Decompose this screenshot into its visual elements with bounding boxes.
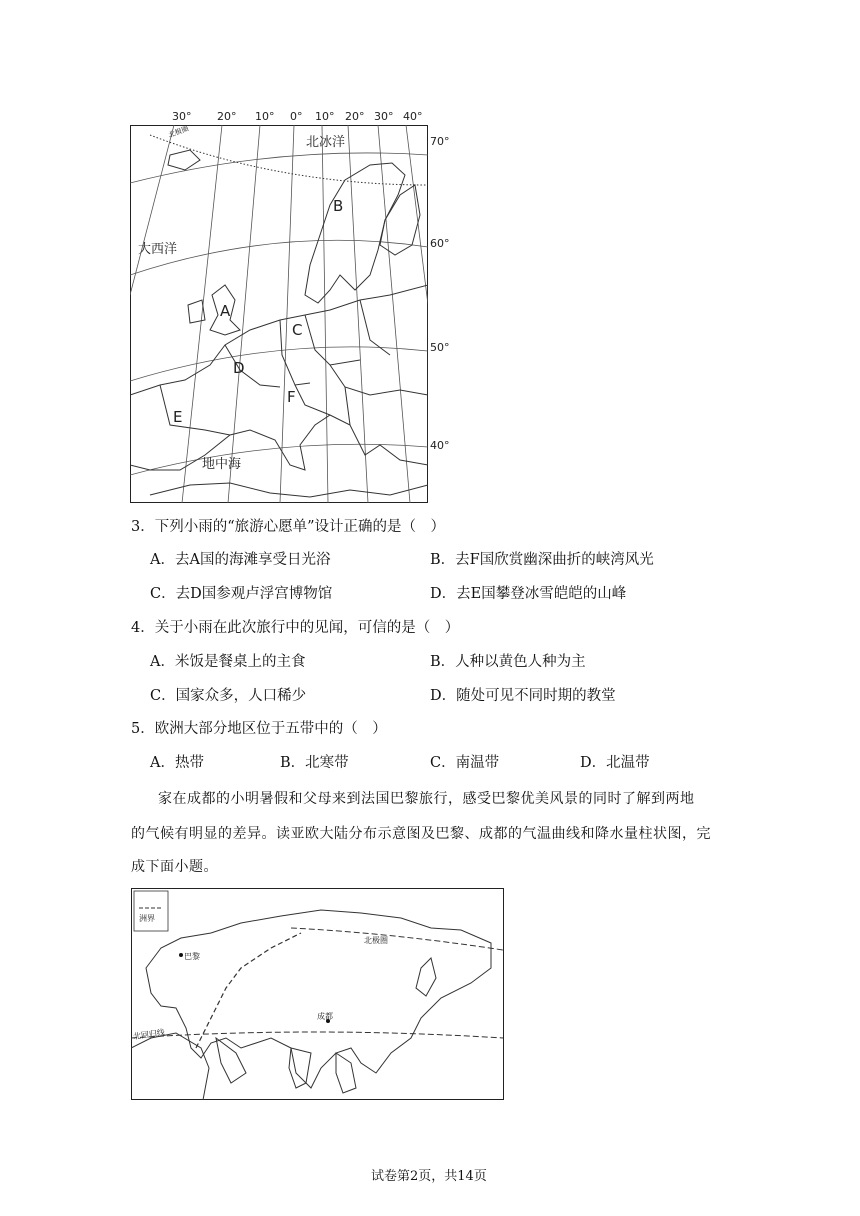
- lon-label: 30°: [374, 110, 394, 123]
- option: A．米饭是餐桌上的主食: [150, 654, 306, 670]
- option: A．去A国的海滩享受日光浴: [150, 552, 331, 568]
- question-text: 下列小雨的“旅游心愿单”设计正确的是（ ）: [154, 519, 446, 535]
- europe-map: [110, 105, 460, 505]
- option: B．去F国欣赏幽深曲折的峡湾风光: [430, 552, 654, 568]
- atlantic-label: 大西洋: [138, 242, 178, 257]
- europe-map-graphic: [130, 125, 428, 503]
- question-4-stem: [131, 618, 459, 638]
- option: C．国家众多，人口稀少: [150, 688, 307, 704]
- option: B．北寒带: [280, 755, 349, 771]
- lat-label: 40°: [430, 439, 450, 452]
- country-label-E: E: [173, 408, 183, 426]
- country-label-B: B: [333, 197, 344, 215]
- lon-label: 0°: [290, 110, 303, 123]
- intro-line-2: 的气候有明显的差异。读亚欧大陆分布示意图及巴黎、成都的气温曲线和降水量柱状图，完: [131, 826, 711, 842]
- option: A．热带: [150, 755, 204, 771]
- country-label-C: C: [292, 321, 303, 339]
- country-label-A: A: [220, 302, 231, 320]
- page-footer: 试卷第2页，共14页: [371, 1169, 487, 1184]
- chengdu-label: 成都: [317, 1012, 333, 1021]
- question-number: 3．: [131, 519, 155, 535]
- lon-label: 10°: [315, 110, 335, 123]
- lat-label: 70°: [430, 135, 450, 148]
- question-text: 关于小雨在此次旅行中的见闻，可信的是（ ）: [154, 620, 460, 636]
- option: D．随处可见不同时期的教堂: [430, 688, 616, 704]
- lon-label: 30°: [172, 110, 192, 123]
- option: C．去D国参观卢浮宫博物馆: [150, 586, 333, 602]
- eurasia-map: [131, 888, 504, 1100]
- eurasia-map-graphic: [131, 888, 504, 1100]
- question-3-stem: [131, 517, 445, 537]
- tropic-of-cancer-label: 北回归线: [132, 1027, 166, 1042]
- mediterranean-label: 地中海: [202, 457, 242, 472]
- question-5-stem: [131, 719, 387, 739]
- arctic-circle-label: 北极圈: [167, 124, 190, 140]
- lon-label: 40°: [403, 110, 423, 123]
- arctic-ocean-label: 北冰洋: [306, 135, 346, 150]
- intro-line-3: 成下面小题。: [131, 859, 218, 875]
- paris-label: 巴黎: [184, 952, 200, 961]
- lat-label: 50°: [430, 341, 450, 354]
- question-text: 欧洲大部分地区位于五带中的（ ）: [154, 721, 387, 737]
- option: B．人种以黄色人种为主: [430, 654, 586, 670]
- lon-label: 10°: [255, 110, 275, 123]
- option: C．南温带: [430, 755, 500, 771]
- country-label-D: D: [233, 359, 245, 377]
- country-label-F: F: [287, 388, 296, 406]
- arctic-circle-label: 北极圈: [364, 936, 388, 945]
- intro-line-1: 家在成都的小明暑假和父母来到法国巴黎旅行，感受巴黎优美风景的同时了解到两地: [158, 791, 695, 807]
- question-number: 4．: [131, 620, 155, 636]
- option: D．去E国攀登冰雪皑皑的山峰: [430, 586, 627, 602]
- lon-label: 20°: [345, 110, 365, 123]
- question-number: 5．: [131, 721, 155, 737]
- lat-label: 60°: [430, 237, 450, 250]
- option: D．北温带: [580, 755, 650, 771]
- legend-continental-boundary: 洲界: [139, 914, 155, 923]
- lon-label: 20°: [217, 110, 237, 123]
